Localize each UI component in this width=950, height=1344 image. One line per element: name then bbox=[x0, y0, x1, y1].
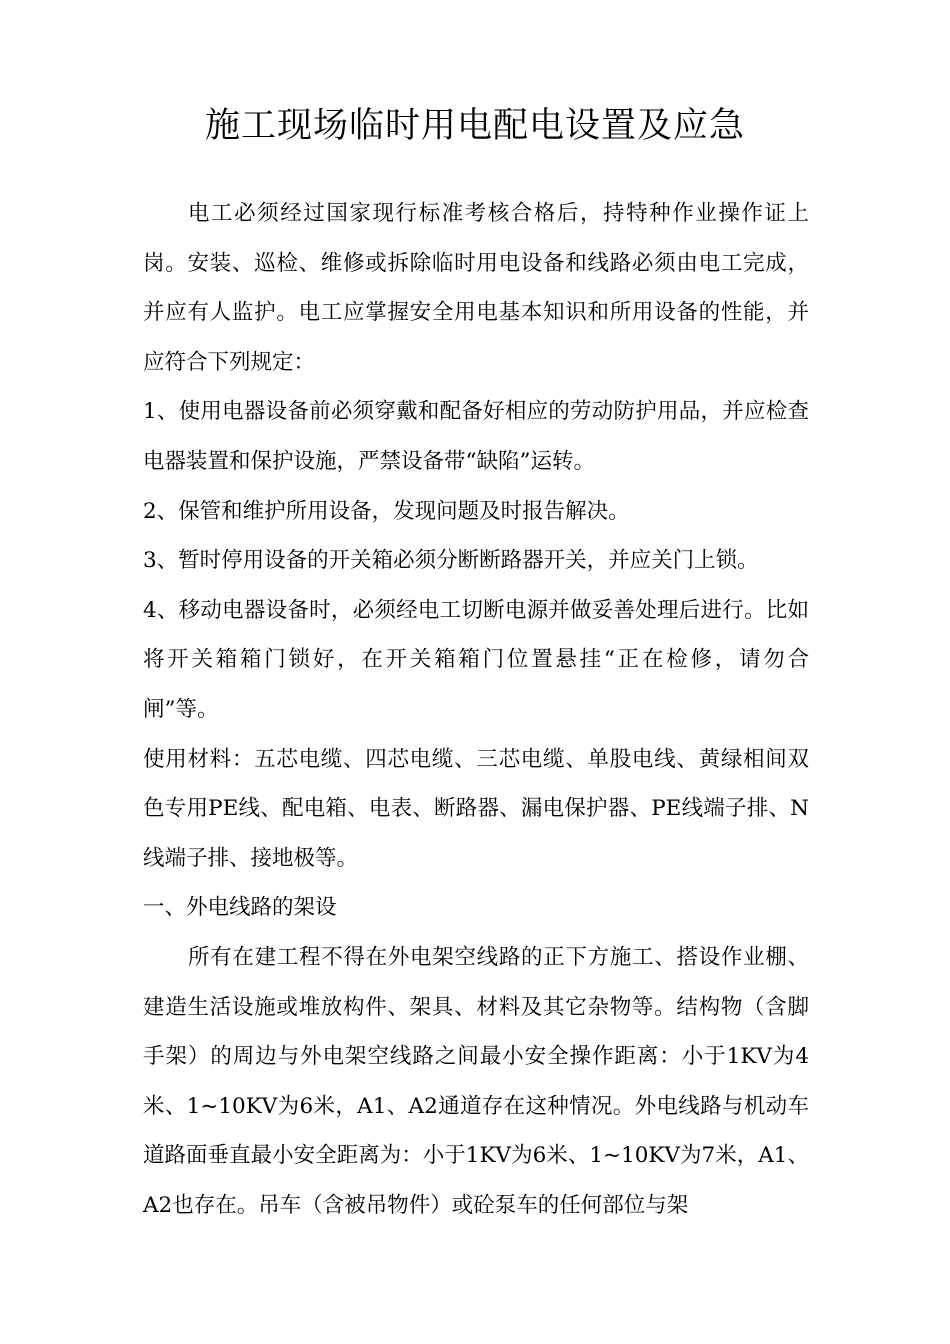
body-paragraph: 3、暂时停用设备的开关箱必须分断断路器开关，并应关门上锁。 bbox=[143, 548, 759, 574]
body-paragraph: 4、移动电器设备时，必须经电工切断电源并做妥善处理后进行。比如将开关箱箱门锁好，在开关箱箱门位置悬挂“正在检修，请勿合闸”等。 bbox=[143, 597, 809, 722]
document-title: 施工现场临时用电配电设置及应急 bbox=[204, 106, 745, 146]
document-body bbox=[143, 189, 809, 1230]
body-paragraph: 使用材料：五芯电缆、四芯电缆、三芯电缆、单股电线、黄绿相间双色专用PE线、配电箱、电表、断路器、漏电保护器、PE线端子排、N线端子排、接地极等。 bbox=[143, 746, 809, 871]
body-paragraph: 一、外电线路的架设 bbox=[143, 895, 337, 921]
body-paragraph: 所有在建工程不得在外电架空线路的正下方施工、搭设作业棚、建造生活设施或堆放构件、架具、材料及其它杂物等。结构物（含脚手架）的周边与外电架空线路之间最小安全操作距离：小于1KV为4米、1~10KV为6米，A1、A2通道存在这种情况。外电线路与机动车道路面垂直最小安全距离为：小于1KV为6米、1~10KV为7米，A1、A2也存在。吊车（含被吊物件）或砼泵车的任何部位与架 bbox=[143, 944, 809, 1218]
body-paragraph: 1、使用电器设备前必须穿戴和配备好相应的劳动防护用品，并应检查电器装置和保护设施，严禁设备带“缺陷”运转。 bbox=[143, 399, 809, 474]
body-paragraph: 电工必须经过国家现行标准考核合格后，持特种作业操作证上岗。安装、巡检、维修或拆除临时用电设备和线路必须由电工完成，并应有人监护。电工应掌握安全用电基本知识和所用设备的性能，并应符合下列规定： bbox=[143, 201, 809, 375]
body-paragraph: 2、保管和维护所用设备，发现问题及时报告解决。 bbox=[143, 498, 630, 524]
